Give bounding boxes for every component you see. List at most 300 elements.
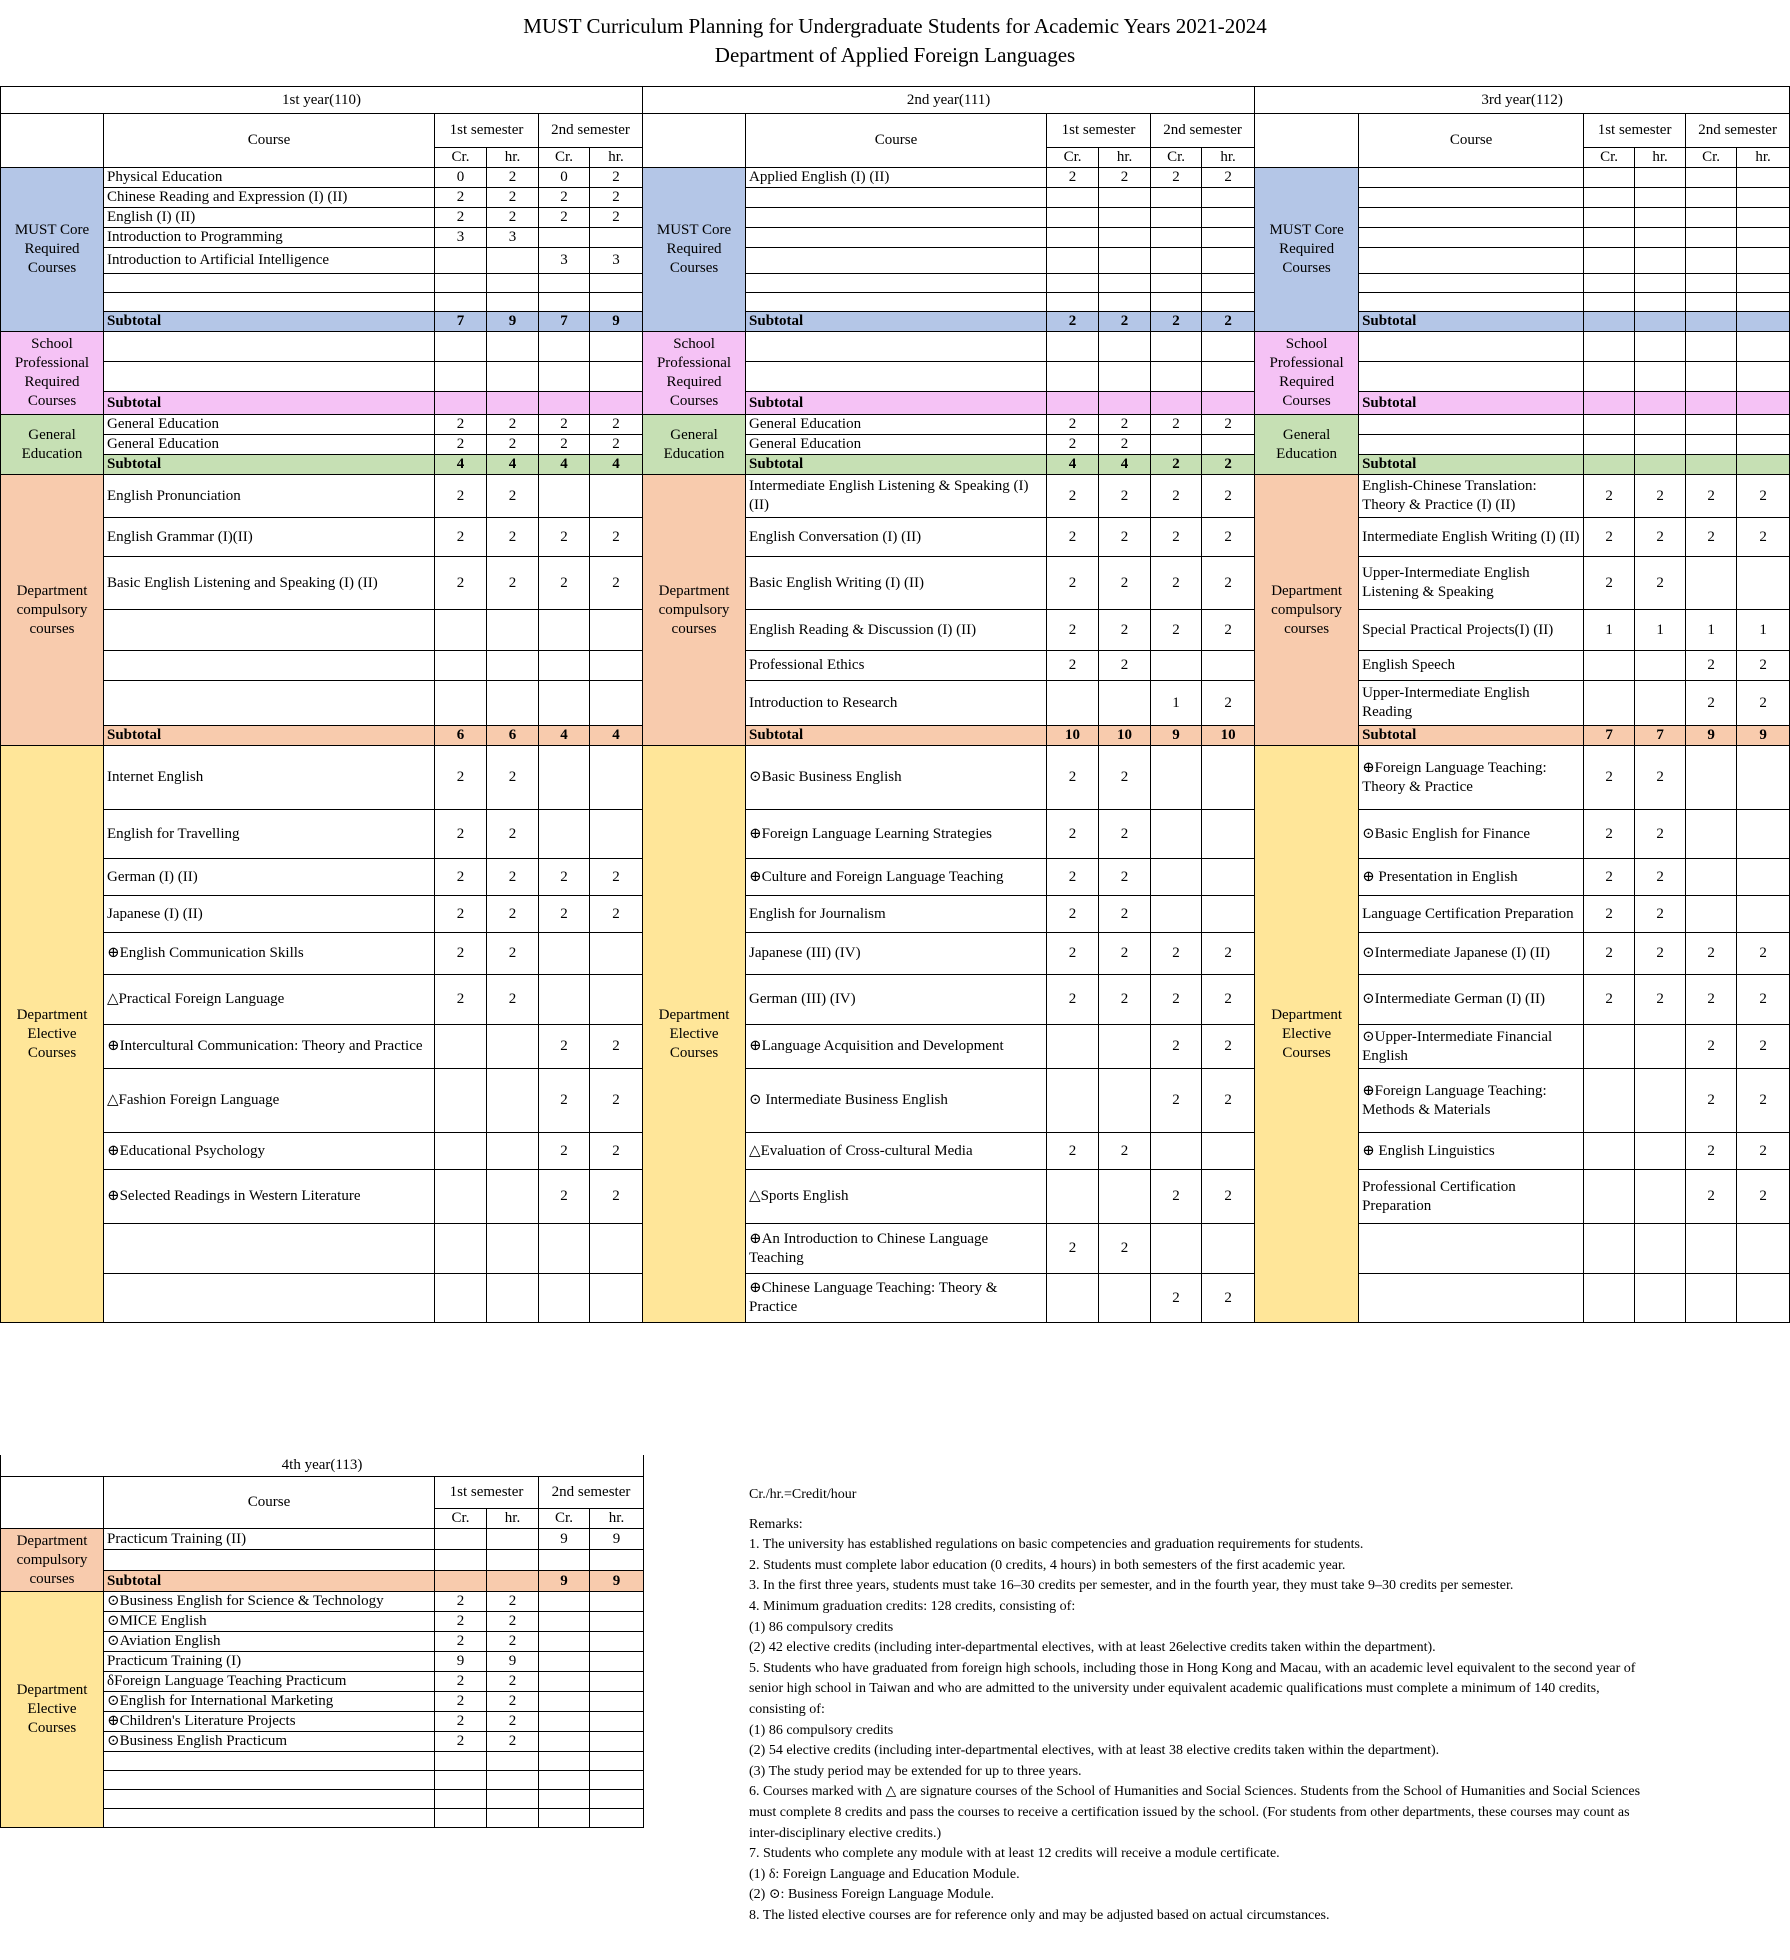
credit-cell bbox=[1151, 332, 1202, 362]
hour-cell: 2 bbox=[1099, 435, 1151, 455]
section-group-label: Department Elective Courses bbox=[1, 1592, 104, 1828]
remark-line: (2) 54 elective credits (including inter-departmental electives, with at least 38 elective credits taken within the department). bbox=[749, 1743, 1440, 1759]
credit-column-header: Cr. bbox=[1686, 148, 1737, 168]
hour-cell bbox=[1202, 896, 1255, 933]
credit-cell bbox=[1047, 293, 1099, 312]
course-row bbox=[1, 475, 1790, 518]
hour-cell bbox=[1099, 208, 1151, 228]
section-group-label: Department Elective Courses bbox=[643, 746, 746, 1323]
hour-cell: 2 bbox=[1635, 475, 1686, 518]
course-row bbox=[1, 435, 1790, 455]
credit-cell bbox=[539, 332, 590, 362]
course-name: ⊙Upper-Intermediate Financial English bbox=[1359, 1025, 1584, 1069]
course-name: Upper-Intermediate English Reading bbox=[1359, 681, 1584, 726]
credit-cell bbox=[1047, 392, 1099, 415]
remark-line: (3) The study period may be extended for up to three years. bbox=[749, 1763, 1082, 1779]
credit-cell: 2 bbox=[1686, 933, 1737, 975]
hour-column-header: hr. bbox=[487, 148, 539, 168]
credit-cell: 2 bbox=[435, 415, 487, 435]
hour-cell: 9 bbox=[1737, 726, 1790, 746]
credit-cell: 2 bbox=[1047, 415, 1099, 435]
credit-cell bbox=[1584, 1133, 1635, 1170]
credit-cell bbox=[539, 1692, 590, 1712]
hour-cell: 2 bbox=[1099, 975, 1151, 1025]
course-row bbox=[1, 518, 1790, 557]
hour-cell bbox=[1099, 293, 1151, 312]
hour-column-header: hr. bbox=[1635, 148, 1686, 168]
credit-cell bbox=[1151, 208, 1202, 228]
credit-cell bbox=[1584, 188, 1635, 208]
credit-cell: 2 bbox=[435, 746, 487, 810]
credit-cell bbox=[1151, 435, 1202, 455]
hour-cell: 2 bbox=[1635, 557, 1686, 610]
document-title bbox=[0, 12, 1790, 70]
hour-cell bbox=[487, 362, 539, 392]
hour-cell: 10 bbox=[1099, 726, 1151, 746]
credit-cell: 2 bbox=[435, 557, 487, 610]
credit-cell: 2 bbox=[435, 1612, 487, 1632]
subtotal-row bbox=[1, 392, 1790, 415]
credit-cell: 2 bbox=[1686, 1025, 1737, 1069]
course-name: △Sports English bbox=[746, 1170, 1047, 1224]
hour-cell: 4 bbox=[487, 455, 539, 475]
credit-cell: 2 bbox=[435, 1672, 487, 1692]
credit-cell: 2 bbox=[1047, 435, 1099, 455]
course-row bbox=[1, 362, 1790, 392]
credit-cell: 2 bbox=[1047, 810, 1099, 859]
credit-cell bbox=[1584, 332, 1635, 362]
credit-cell bbox=[435, 274, 487, 293]
course-row bbox=[1, 274, 1790, 293]
remark-line: 6. Courses marked with △ are signature courses of the School of Humanities and Social Sciences. Students from the School of Humanities and Social Sciences bbox=[749, 1784, 1641, 1800]
credit-cell: 2 bbox=[1151, 975, 1202, 1025]
hour-cell: 1 bbox=[1737, 610, 1790, 651]
credit-cell bbox=[539, 1712, 590, 1732]
hour-cell bbox=[590, 651, 643, 681]
hour-cell bbox=[590, 1809, 644, 1828]
credit-cell: 2 bbox=[539, 859, 590, 896]
credit-cell bbox=[1686, 557, 1737, 610]
hour-cell bbox=[487, 1809, 539, 1828]
subtotal-row bbox=[1, 455, 1790, 475]
hour-cell: 2 bbox=[1737, 1170, 1790, 1224]
hour-cell bbox=[1202, 332, 1255, 362]
credit-cell bbox=[1151, 392, 1202, 415]
hour-cell bbox=[1099, 274, 1151, 293]
course-name bbox=[104, 332, 435, 362]
credit-column-header: Cr. bbox=[1047, 148, 1099, 168]
credit-cell bbox=[1584, 208, 1635, 228]
unit-note: Cr./hr.=Credit/hour bbox=[749, 1487, 857, 1502]
hour-cell: 2 bbox=[487, 975, 539, 1025]
credit-cell: 2 bbox=[1584, 896, 1635, 933]
hour-cell: 2 bbox=[1635, 975, 1686, 1025]
hour-cell: 2 bbox=[1202, 975, 1255, 1025]
course-name bbox=[746, 274, 1047, 293]
course-name bbox=[104, 651, 435, 681]
course-name bbox=[746, 208, 1047, 228]
credit-cell: 2 bbox=[1686, 681, 1737, 726]
course-name bbox=[104, 1809, 435, 1828]
hour-cell: 2 bbox=[1202, 518, 1255, 557]
course-row bbox=[1, 651, 1790, 681]
hour-cell bbox=[1737, 312, 1790, 332]
hour-cell: 2 bbox=[1099, 415, 1151, 435]
course-name: English (I) (II) bbox=[104, 208, 435, 228]
remark-line: (2) ⊙: Business Foreign Language Module. bbox=[749, 1887, 995, 1903]
hour-cell bbox=[487, 1224, 539, 1274]
course-name: Language Certification Preparation bbox=[1359, 896, 1584, 933]
credit-cell: 2 bbox=[1047, 933, 1099, 975]
course-name: English Pronunciation bbox=[104, 475, 435, 518]
credit-cell: 4 bbox=[435, 455, 487, 475]
hour-cell: 2 bbox=[1737, 1025, 1790, 1069]
hour-cell bbox=[1202, 810, 1255, 859]
course-name: ⊙Intermediate German (I) (II) bbox=[1359, 975, 1584, 1025]
course-name: Intermediate English Listening & Speaking (I)(II) bbox=[746, 475, 1047, 518]
course-row bbox=[1, 859, 1790, 896]
hour-cell bbox=[590, 1672, 644, 1692]
course-row bbox=[1, 746, 1790, 810]
credit-cell: 1 bbox=[1686, 610, 1737, 651]
hour-cell bbox=[1099, 362, 1151, 392]
hour-cell bbox=[1737, 810, 1790, 859]
hour-cell: 10 bbox=[1202, 726, 1255, 746]
course-name: General Education bbox=[746, 435, 1047, 455]
credit-cell bbox=[1686, 810, 1737, 859]
group-header-blank bbox=[643, 114, 746, 168]
section-group-label: School Professional Required Courses bbox=[1255, 332, 1359, 415]
subtotal-label: Subtotal bbox=[104, 1571, 435, 1592]
course-name: Special Practical Projects(I) (II) bbox=[1359, 610, 1584, 651]
semester-2-header: 2nd semester bbox=[539, 1477, 644, 1509]
hour-cell bbox=[1635, 435, 1686, 455]
credit-cell bbox=[1151, 896, 1202, 933]
course-name bbox=[1359, 362, 1584, 392]
credit-cell: 2 bbox=[435, 208, 487, 228]
course-name bbox=[104, 1752, 435, 1771]
credit-cell bbox=[435, 1809, 487, 1828]
credit-cell bbox=[539, 975, 590, 1025]
remarks-list bbox=[749, 1535, 1640, 1926]
hour-cell bbox=[1635, 293, 1686, 312]
hour-cell bbox=[1635, 248, 1686, 274]
course-name: ⊙Business English for Science & Technology bbox=[104, 1592, 435, 1612]
credit-cell: 2 bbox=[1151, 1025, 1202, 1069]
course-name bbox=[746, 332, 1047, 362]
credit-cell bbox=[1584, 435, 1635, 455]
course-name: German (III) (IV) bbox=[746, 975, 1047, 1025]
hour-cell bbox=[1737, 392, 1790, 415]
hour-cell bbox=[487, 681, 539, 726]
course-row bbox=[1, 168, 1790, 188]
credit-cell bbox=[435, 681, 487, 726]
credit-cell bbox=[1686, 274, 1737, 293]
credit-cell bbox=[1686, 1224, 1737, 1274]
course-name: Chinese Reading and Expression (I) (II) bbox=[104, 188, 435, 208]
credit-cell bbox=[539, 1771, 590, 1790]
credit-cell bbox=[539, 1752, 590, 1771]
group-header-blank bbox=[1, 114, 104, 168]
hour-cell bbox=[590, 274, 643, 293]
column-header-row bbox=[1, 1477, 644, 1509]
credit-cell bbox=[539, 1732, 590, 1752]
remark-line: 1. The university has established regulations on basic competencies and graduation requirements for students. bbox=[749, 1537, 1364, 1553]
hour-cell: 7 bbox=[1635, 726, 1686, 746]
course-name: ⊙Intermediate Japanese (I) (II) bbox=[1359, 933, 1584, 975]
hour-cell: 2 bbox=[1099, 312, 1151, 332]
remark-line: 5. Students who have graduated from foreign high schools, including those in Hong Kong and Macau, with an academic level equivalent to the second year of bbox=[749, 1660, 1636, 1676]
hour-cell bbox=[1635, 332, 1686, 362]
course-name: English Conversation (I) (II) bbox=[746, 518, 1047, 557]
hour-cell bbox=[1099, 228, 1151, 248]
credit-cell bbox=[1047, 248, 1099, 274]
credit-cell: 2 bbox=[1584, 933, 1635, 975]
hour-cell: 2 bbox=[1099, 746, 1151, 810]
hour-cell bbox=[1635, 415, 1686, 435]
hour-cell: 2 bbox=[590, 1133, 643, 1170]
course-name bbox=[104, 681, 435, 726]
credit-cell bbox=[1584, 168, 1635, 188]
subtotal-label: Subtotal bbox=[746, 726, 1047, 746]
credit-cell: 3 bbox=[539, 248, 590, 274]
hour-cell bbox=[1635, 188, 1686, 208]
subtotal-label: Subtotal bbox=[104, 726, 435, 746]
course-name: △Practical Foreign Language bbox=[104, 975, 435, 1025]
hour-cell: 2 bbox=[487, 168, 539, 188]
course-row bbox=[1, 557, 1790, 610]
hour-cell bbox=[1202, 651, 1255, 681]
hour-cell bbox=[1737, 274, 1790, 293]
course-name bbox=[104, 362, 435, 392]
course-name bbox=[1359, 415, 1584, 435]
credit-cell bbox=[539, 1612, 590, 1632]
credit-cell bbox=[539, 1809, 590, 1828]
course-name: Introduction to Programming bbox=[104, 228, 435, 248]
course-name bbox=[104, 610, 435, 651]
hour-cell: 6 bbox=[487, 726, 539, 746]
hour-column-header: hr. bbox=[1202, 148, 1255, 168]
semester-2-header: 2nd semester bbox=[1151, 114, 1255, 148]
hour-cell: 2 bbox=[1099, 1133, 1151, 1170]
hour-cell bbox=[1737, 332, 1790, 362]
credit-cell: 2 bbox=[1584, 746, 1635, 810]
semester-2-header: 2nd semester bbox=[1686, 114, 1790, 148]
hour-cell bbox=[1202, 859, 1255, 896]
hour-cell bbox=[1202, 392, 1255, 415]
hour-cell bbox=[590, 1274, 643, 1323]
credit-cell bbox=[1047, 362, 1099, 392]
course-name: ⊕Selected Readings in Western Literature bbox=[104, 1170, 435, 1224]
credit-cell bbox=[1584, 1274, 1635, 1323]
credit-cell: 2 bbox=[1047, 610, 1099, 651]
hour-cell: 4 bbox=[590, 726, 643, 746]
section-group-label: Department compulsory courses bbox=[1, 1529, 104, 1592]
credit-cell bbox=[539, 228, 590, 248]
credit-cell: 2 bbox=[1584, 975, 1635, 1025]
course-name: English for Journalism bbox=[746, 896, 1047, 933]
hour-cell bbox=[1635, 208, 1686, 228]
hour-cell bbox=[1099, 1025, 1151, 1069]
hour-cell: 2 bbox=[1737, 518, 1790, 557]
credit-cell bbox=[1686, 168, 1737, 188]
semester-1-header: 1st semester bbox=[1584, 114, 1686, 148]
credit-cell: 2 bbox=[1584, 475, 1635, 518]
hour-cell: 2 bbox=[1737, 681, 1790, 726]
hour-cell bbox=[590, 293, 643, 312]
hour-cell bbox=[1635, 651, 1686, 681]
credit-cell: 2 bbox=[1151, 610, 1202, 651]
credit-cell: 2 bbox=[1047, 312, 1099, 332]
credit-cell: 2 bbox=[1047, 518, 1099, 557]
course-row bbox=[1, 1025, 1790, 1069]
hour-cell bbox=[1635, 1133, 1686, 1170]
course-name bbox=[1359, 208, 1584, 228]
credit-column-header: Cr. bbox=[1584, 148, 1635, 168]
subtotal-label: Subtotal bbox=[1359, 455, 1584, 475]
hour-cell bbox=[1635, 168, 1686, 188]
credit-cell: 4 bbox=[539, 455, 590, 475]
hour-cell: 9 bbox=[590, 1571, 644, 1592]
remarks-title: Remarks: bbox=[749, 1516, 803, 1532]
hour-cell bbox=[590, 975, 643, 1025]
hour-cell bbox=[1202, 208, 1255, 228]
hour-cell: 2 bbox=[487, 1712, 539, 1732]
credit-cell: 3 bbox=[435, 228, 487, 248]
hour-cell bbox=[1635, 274, 1686, 293]
credit-cell bbox=[539, 1790, 590, 1809]
hour-cell bbox=[487, 1771, 539, 1790]
hour-cell bbox=[1737, 557, 1790, 610]
year-caption-row bbox=[1, 1455, 644, 1477]
credit-column-header: Cr. bbox=[539, 148, 590, 168]
credit-cell bbox=[1686, 188, 1737, 208]
credit-cell: 2 bbox=[435, 859, 487, 896]
credit-cell: 2 bbox=[435, 1712, 487, 1732]
hour-cell: 2 bbox=[487, 1612, 539, 1632]
hour-cell bbox=[487, 1025, 539, 1069]
credit-cell bbox=[1151, 859, 1202, 896]
hour-cell bbox=[1737, 746, 1790, 810]
credit-cell: 7 bbox=[1584, 726, 1635, 746]
hour-cell: 2 bbox=[1099, 859, 1151, 896]
subtotal-label: Subtotal bbox=[746, 312, 1047, 332]
credit-cell bbox=[1151, 651, 1202, 681]
hour-cell bbox=[1202, 362, 1255, 392]
credit-cell bbox=[1047, 1170, 1099, 1224]
hour-cell bbox=[1635, 228, 1686, 248]
credit-cell bbox=[1151, 1133, 1202, 1170]
credit-column-header: Cr. bbox=[539, 1509, 590, 1529]
credit-cell: 2 bbox=[435, 1632, 487, 1652]
hour-cell bbox=[1635, 392, 1686, 415]
course-name bbox=[1359, 248, 1584, 274]
semester-1-header: 1st semester bbox=[1047, 114, 1151, 148]
course-name: ⊕Intercultural Communication: Theory and Practice bbox=[104, 1025, 435, 1069]
hour-cell: 2 bbox=[487, 859, 539, 896]
hour-cell bbox=[590, 1790, 644, 1809]
credit-cell: 2 bbox=[1686, 475, 1737, 518]
credit-cell: 2 bbox=[539, 896, 590, 933]
hour-cell bbox=[590, 1224, 643, 1274]
hour-cell: 2 bbox=[487, 1692, 539, 1712]
remark-line: must complete 8 credits and pass the courses to receive a certification issued by the school. (For students from other departments, these courses may count as bbox=[749, 1804, 1630, 1820]
year-caption: 3rd year(112) bbox=[1255, 87, 1790, 114]
credit-cell bbox=[1584, 1025, 1635, 1069]
credit-cell: 9 bbox=[1686, 726, 1737, 746]
hour-cell: 2 bbox=[1099, 1224, 1151, 1274]
hour-cell: 2 bbox=[487, 1732, 539, 1752]
course-row bbox=[1, 1224, 1790, 1274]
course-name: ⊕Children's Literature Projects bbox=[104, 1712, 435, 1732]
hour-cell bbox=[590, 1712, 644, 1732]
credit-cell bbox=[1151, 362, 1202, 392]
credit-cell: 2 bbox=[1686, 1133, 1737, 1170]
hour-cell: 2 bbox=[1202, 455, 1255, 475]
credit-cell: 2 bbox=[1686, 518, 1737, 557]
credit-cell bbox=[435, 1752, 487, 1771]
course-name bbox=[1359, 168, 1584, 188]
credit-cell bbox=[539, 1652, 590, 1672]
course-row bbox=[1, 1133, 1790, 1170]
credit-cell bbox=[1047, 208, 1099, 228]
course-row bbox=[1, 188, 1790, 208]
credit-cell: 2 bbox=[1047, 975, 1099, 1025]
credit-cell bbox=[1151, 1224, 1202, 1274]
hour-cell bbox=[590, 1592, 644, 1612]
hour-cell bbox=[1202, 293, 1255, 312]
remark-line: 7. Students who complete any module with at least 12 credits will receive a module certificate. bbox=[749, 1846, 1280, 1862]
credit-cell bbox=[1686, 896, 1737, 933]
credit-cell bbox=[1584, 1170, 1635, 1224]
credit-cell bbox=[1047, 188, 1099, 208]
hour-cell: 2 bbox=[1635, 518, 1686, 557]
section-group-label: MUST Core Required Courses bbox=[1255, 168, 1359, 332]
section-group-label: General Education bbox=[1, 415, 104, 475]
credit-cell: 2 bbox=[435, 810, 487, 859]
hour-cell: 2 bbox=[1202, 1025, 1255, 1069]
section-group-label: Department compulsory courses bbox=[643, 475, 746, 746]
course-row bbox=[1, 228, 1790, 248]
hour-cell: 2 bbox=[1202, 168, 1255, 188]
course-name bbox=[746, 362, 1047, 392]
hour-cell bbox=[487, 1170, 539, 1224]
course-name: Japanese (III) (IV) bbox=[746, 933, 1047, 975]
credit-cell: 2 bbox=[1047, 746, 1099, 810]
hour-cell bbox=[1635, 1274, 1686, 1323]
remark-line: (1) δ: Foreign Language and Education Module. bbox=[749, 1866, 1020, 1882]
hour-cell bbox=[487, 332, 539, 362]
credit-cell bbox=[1686, 312, 1737, 332]
course-name: Applied English (I) (II) bbox=[746, 168, 1047, 188]
hour-cell bbox=[590, 933, 643, 975]
section-group-label: General Education bbox=[643, 415, 746, 475]
hour-cell: 2 bbox=[1099, 896, 1151, 933]
credit-column-header: Cr. bbox=[435, 1509, 487, 1529]
hour-cell bbox=[1202, 188, 1255, 208]
credit-cell bbox=[1584, 1069, 1635, 1133]
hour-cell bbox=[590, 1652, 644, 1672]
course-name: ⊙ Intermediate Business English bbox=[746, 1069, 1047, 1133]
section-group-label: MUST Core Required Courses bbox=[643, 168, 746, 332]
hour-cell bbox=[487, 1752, 539, 1771]
hour-cell bbox=[487, 1274, 539, 1323]
course-row bbox=[1, 248, 1790, 274]
credit-cell: 9 bbox=[1151, 726, 1202, 746]
credit-cell: 2 bbox=[539, 557, 590, 610]
hour-cell: 2 bbox=[1635, 859, 1686, 896]
hour-cell bbox=[1202, 1133, 1255, 1170]
